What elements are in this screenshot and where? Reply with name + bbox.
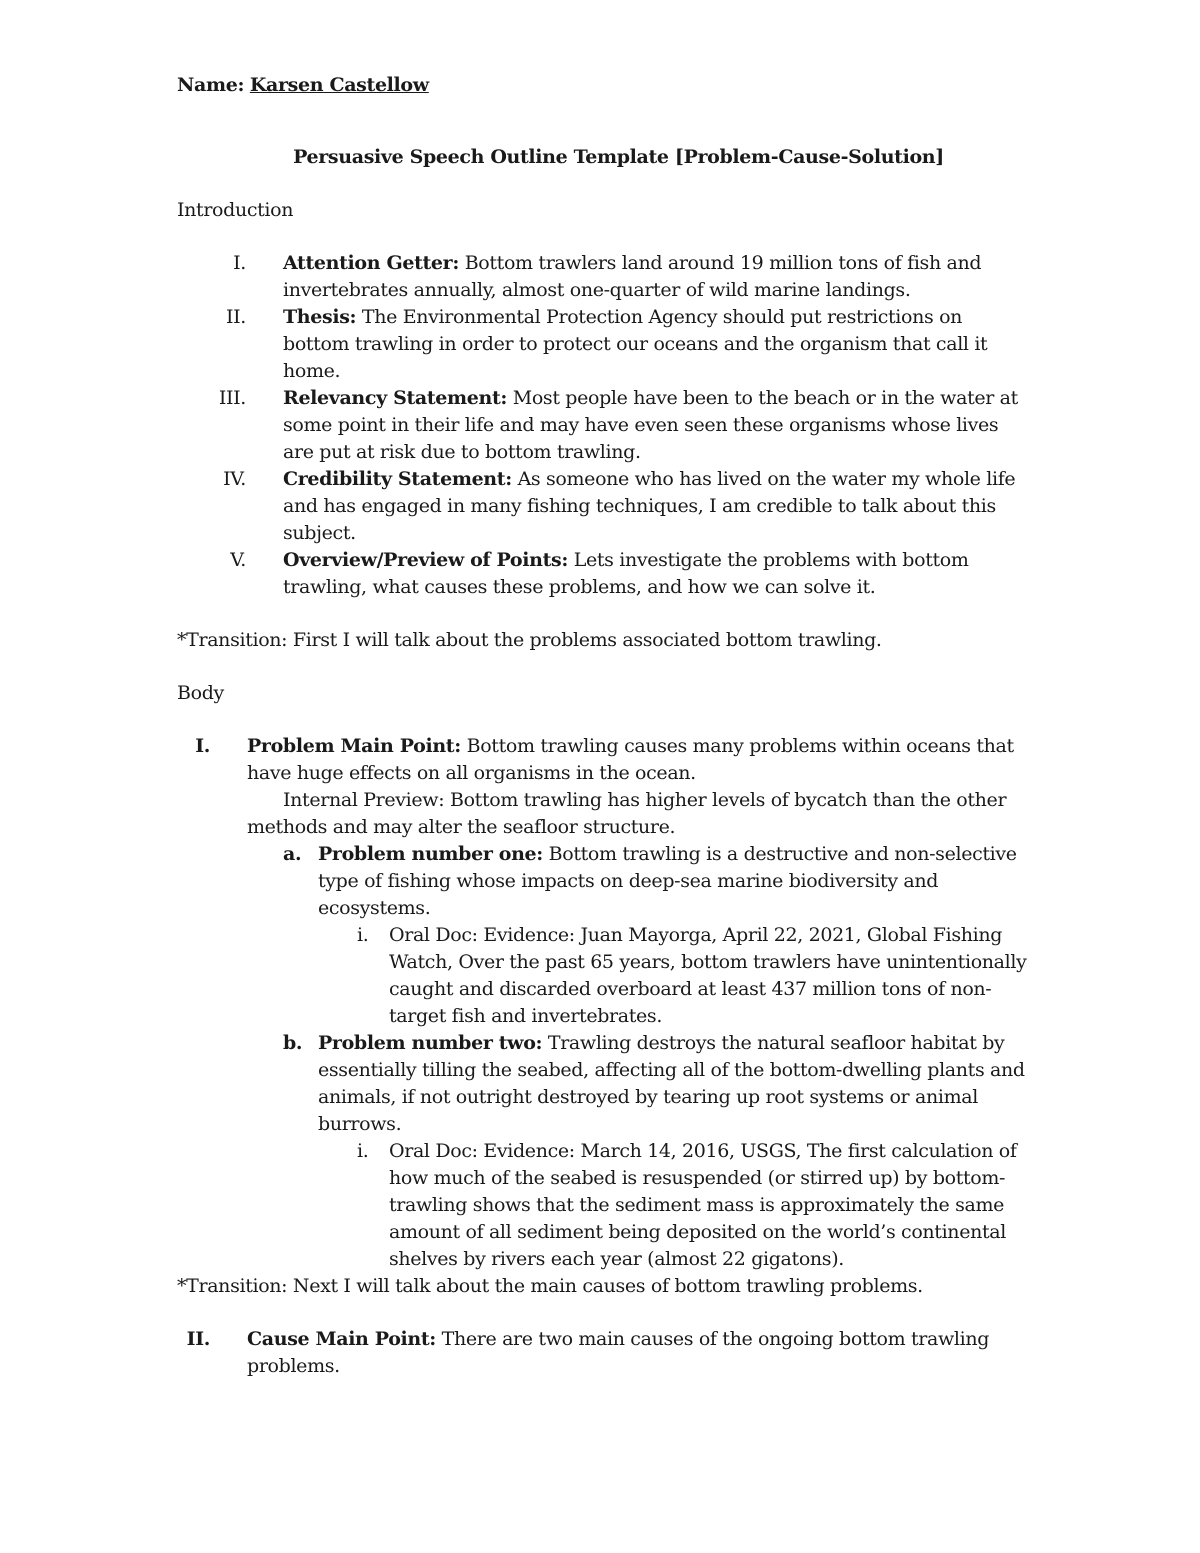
main-point-label: Problem Main Point:: [247, 735, 461, 757]
main-point-label: Cause Main Point:: [247, 1328, 436, 1350]
evidence-text: Oral Doc: Evidence: Juan Mayorga, April 22, 2021, Global Fishing Watch, Over the past 65 years, bottom trawlers have unintentionally caught and discarded overboard at least 437 million tons of non-target fish and invertebrates.: [389, 924, 1027, 1027]
intro-item-number: I.: [233, 252, 246, 274]
intro-item-text: Bottom trawlers land around 19 million tons of fish and invertebrates annually, almost one-quarter of wild marine landings.: [283, 252, 982, 301]
evidence-item: [318, 922, 1030, 1030]
transition-to-body: *Transition: First I will talk about the problems associated bottom trawling.: [177, 629, 882, 651]
intro-item-text: Most people have been to the beach or in the water at some point in their life and may have even seen these organisms whose lives are put at risk due to bottom trawling.: [283, 387, 1018, 463]
main-point-number: I.: [195, 735, 210, 757]
internal-preview: Internal Preview: Bottom trawling has higher levels of bycatch than the other methods and may alter the seafloor structure.: [247, 789, 1007, 838]
intro-item-text: Lets investigate the problems with bottom trawling, what causes these problems, and how we can solve it.: [283, 549, 969, 598]
intro-item-number: V.: [230, 549, 246, 571]
evidence-item: [318, 1138, 1030, 1273]
student-name: Karsen Castellow: [249, 74, 429, 96]
intro-item-text: The Environmental Protection Agency should put restrictions on bottom trawling in order to protect our oceans and the organism that call it home.: [283, 306, 988, 382]
body-list-continued: [177, 1326, 1030, 1380]
intro-item-thesis: [177, 304, 1030, 385]
evidence-number: i.: [357, 1140, 369, 1162]
subpoint-text: Trawling destroys the natural seafloor habitat by essentially tilling the seabed, affecting all of the bottom-dwelling plants and animals, if not outright destroyed by tearing up root systems or animal burrows.: [318, 1032, 1025, 1135]
subpoint-problem-one: [247, 841, 1030, 1030]
evidence-list: [318, 922, 1030, 1030]
problem-subpoints: [247, 841, 1030, 1273]
problem-point-details: [177, 787, 1030, 1273]
intro-item-number: IV.: [223, 468, 246, 490]
subpoint-letter: b.: [283, 1032, 303, 1054]
body-main-point-cause: [177, 1326, 1030, 1380]
introduction-heading: Introduction: [177, 199, 294, 221]
subpoint-text: Bottom trawling is a destructive and non-selective type of fishing whose impacts on deep-sea marine biodiversity and ecosystems.: [318, 843, 1017, 919]
intro-item-text: As someone who has lived on the water my whole life and has engaged in many fishing techniques, I am credible to talk about this subject.: [283, 468, 1016, 544]
transition-to-causes: *Transition: Next I will talk about the main causes of bottom trawling problems.: [177, 1275, 923, 1297]
subpoint-label: Problem number two:: [318, 1032, 543, 1054]
subpoint-problem-two: [247, 1030, 1030, 1273]
evidence-list: [318, 1138, 1030, 1273]
introduction-list: [177, 250, 1030, 601]
intro-item-relevancy: [177, 385, 1030, 466]
main-point-text: Bottom trawling causes many problems within oceans that have huge effects on all organisms in the ocean.: [247, 735, 1014, 784]
document-title: Persuasive Speech Outline Template [Problem-Cause-Solution]: [293, 146, 944, 168]
subpoint-letter: a.: [283, 843, 302, 865]
name-line: [177, 72, 1030, 99]
intro-item-attention-getter: [177, 250, 1030, 304]
intro-item-number: III.: [218, 387, 246, 409]
body-list: [177, 733, 1030, 787]
main-point-number: II.: [186, 1328, 210, 1350]
intro-item-label: Thesis:: [283, 306, 357, 328]
body-heading: Body: [177, 682, 224, 704]
intro-item-label: Relevancy Statement:: [283, 387, 508, 409]
evidence-number: i.: [357, 924, 369, 946]
intro-item-overview: [177, 547, 1030, 601]
body-main-point-problem: [177, 733, 1030, 787]
intro-item-label: Attention Getter:: [283, 252, 459, 274]
intro-item-label: Overview/Preview of Points:: [283, 549, 569, 571]
spacer: [177, 1300, 1030, 1326]
subpoint-label: Problem number one:: [318, 843, 543, 865]
intro-item-credibility: [177, 466, 1030, 547]
main-point-text: There are two main causes of the ongoing bottom trawling problems.: [247, 1328, 990, 1377]
intro-item-label: Credibility Statement:: [283, 468, 512, 490]
intro-item-number: II.: [225, 306, 246, 328]
evidence-text: Oral Doc: Evidence: March 14, 2016, USGS, The first calculation of how much of the seabed is resuspended (or stirred up) by bottom-trawling shows that the sediment mass is approximately the same amount of all sediment being deposited on the world’s continental shelves by rivers each year (almost 22 gigatons).: [389, 1140, 1017, 1270]
name-label: Name:: [177, 74, 245, 96]
